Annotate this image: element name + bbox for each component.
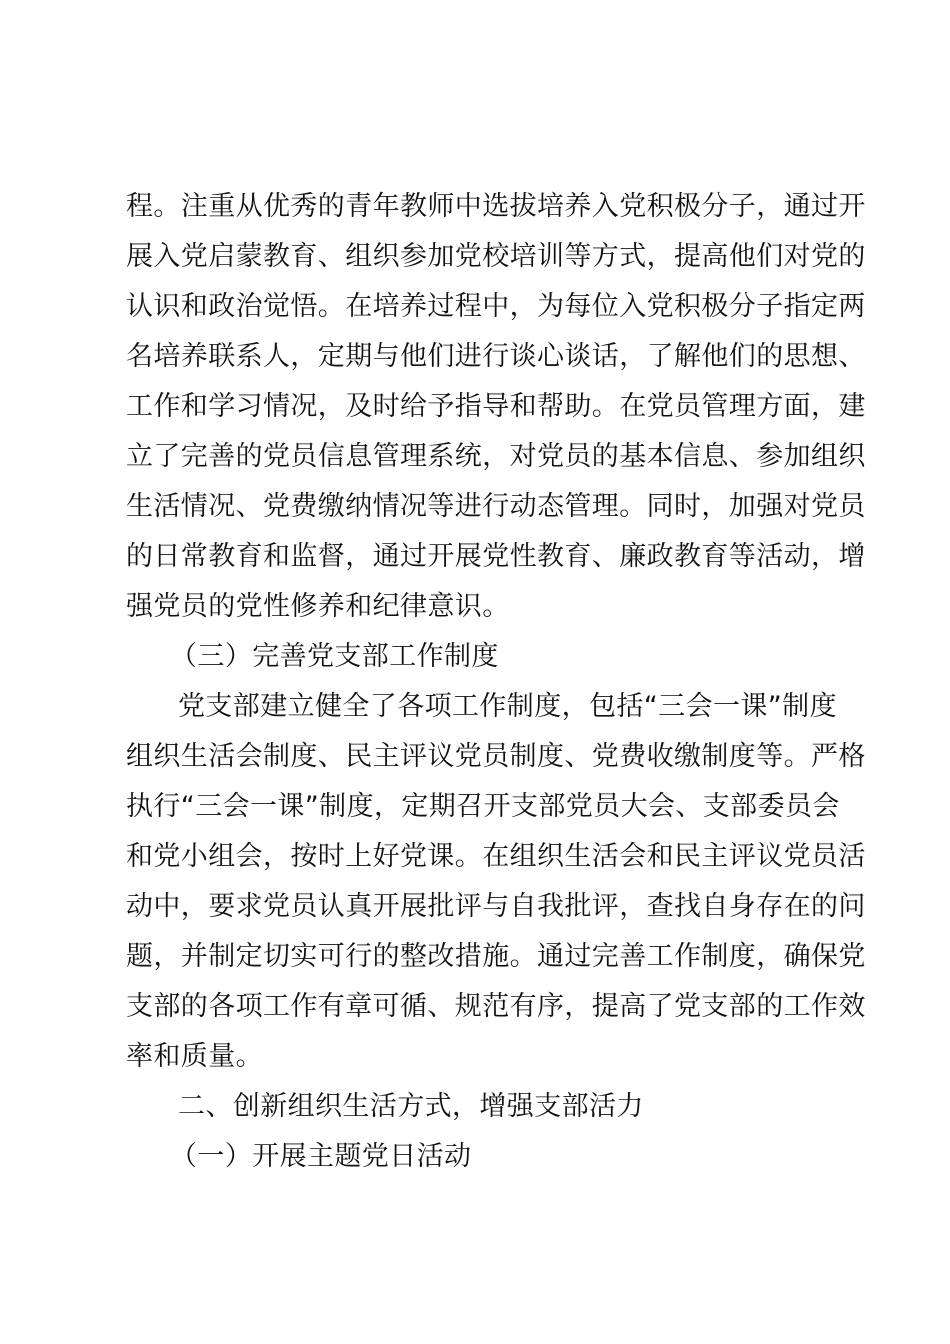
body-text-line: 组织生活会制度、民主评议党员制度、党费收缴制度等。严格 <box>126 741 866 772</box>
body-text-line: 名培养联系人，定期与他们进行谈心谈话，了解他们的思想、 <box>126 341 866 372</box>
body-text-line: 立了完善的党员信息管理系统，对党员的基本信息、参加组织 <box>126 441 866 472</box>
body-text-line: 率和质量。 <box>126 1041 263 1072</box>
body-text-line: 程。注重从优秀的青年教师中选拔培养入党积极分子，通过开 <box>126 191 866 222</box>
body-text-line: 支部的各项工作有章可循、规范有序，提高了党支部的工作效 <box>126 991 866 1022</box>
body-text-line: 工作和学习情况，及时给予指导和帮助。在党员管理方面，建 <box>126 391 866 422</box>
body-text-line: 强党员的党性修养和纪律意识。 <box>126 591 510 622</box>
body-text-line: 执行“三会一课”制度，定期召开支部党员大会、支部委员会 <box>126 791 840 822</box>
body-text-line: 和党小组会，按时上好党课。在组织生活会和民主评议党员活 <box>126 841 866 872</box>
section-heading: （三）完善党支部工作制度 <box>170 641 499 672</box>
body-text-line: 展入党启蒙教育、组织参加党校培训等方式，提高他们对党的 <box>126 241 866 272</box>
body-text-line: 题，并制定切实可行的整改措施。通过完善工作制度，确保党 <box>126 941 866 972</box>
chapter-heading: 二、创新组织生活方式，增强支部活力 <box>178 1091 644 1122</box>
section-heading: （一）开展主题党日活动 <box>170 1141 472 1172</box>
body-text-line: 党支部建立健全了各项工作制度，包括“三会一课”制度 <box>178 691 837 722</box>
body-text-line: 认识和政治觉悟。在培养过程中，为每位入党积极分子指定两 <box>126 291 866 322</box>
body-text-line: 动中，要求党员认真开展批评与自我批评，查找自身存在的问 <box>126 891 866 922</box>
body-text-line: 的日常教育和监督，通过开展党性教育、廉政教育等活动，增 <box>126 541 866 572</box>
body-text-line: 生活情况、党费缴纳情况等进行动态管理。同时，加强对党员 <box>126 491 866 522</box>
